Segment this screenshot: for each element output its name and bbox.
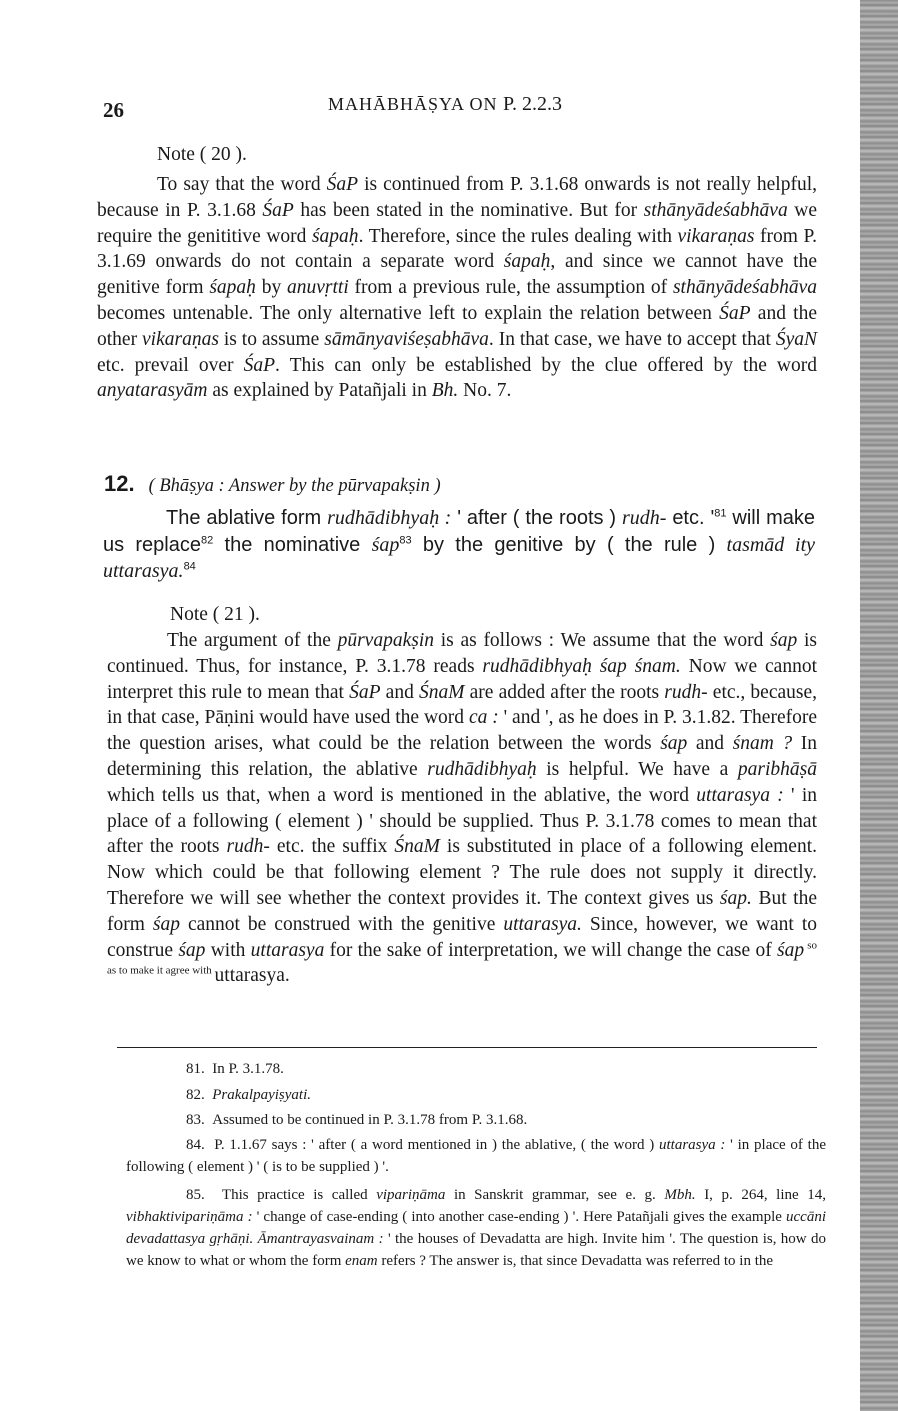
page-number: 26 xyxy=(103,98,124,122)
term: uccāni devadattasya gṛhāṇi. Āmantrayasvainam : xyxy=(126,1209,826,1247)
footnote-81 xyxy=(186,1058,826,1080)
footnote-ref[interactable]: 82 xyxy=(201,533,214,546)
text: . In that case, we have to accept that xyxy=(488,328,776,350)
term: rudhādibhyaḥ śap śnam. xyxy=(482,655,681,677)
footnote-ref[interactable]: 83 xyxy=(399,533,412,546)
term: ŚaP xyxy=(349,681,381,703)
term: ŚaP xyxy=(326,174,359,195)
footnote-ref[interactable]: 84 xyxy=(183,560,196,573)
text: refers ? The answer is, that since Devadatta was referred to in the xyxy=(377,1253,774,1269)
section-12-translation xyxy=(103,505,815,585)
footnote-83 xyxy=(186,1109,826,1131)
term: uttarasya : xyxy=(696,784,784,806)
scanned-page-edge xyxy=(860,0,898,1411)
footnote-ref[interactable]: so as to make it agree with xyxy=(107,939,818,977)
section-number: 12. xyxy=(104,471,135,496)
note-21-paragraph xyxy=(107,628,817,989)
term: śap xyxy=(371,533,400,556)
term: ŚaP xyxy=(719,302,751,324)
running-title: MAHĀBHĀṢYA ON xyxy=(328,94,498,114)
term: śapaḥ xyxy=(503,251,551,273)
text: for the sake of interpretation, we will change the case of xyxy=(324,939,777,961)
note-21-body xyxy=(107,628,817,989)
term: uttarasya : xyxy=(659,1137,726,1153)
term: ŚnaM xyxy=(394,836,440,858)
term: śap xyxy=(776,939,805,961)
text: No. 7. xyxy=(458,380,512,402)
term: paribhāṣā xyxy=(737,758,817,780)
note-20-body xyxy=(97,172,817,404)
text: is helpful. We have a xyxy=(536,758,738,780)
text: This practice is called xyxy=(221,1187,377,1203)
text: ' and ', as he does in P. 3.1.82. Therefore the question arises, what could be the relation between the words xyxy=(107,707,817,755)
text: has been stated in the nominative. But for xyxy=(293,199,644,221)
text: are added after the roots xyxy=(464,681,665,703)
section-12-heading xyxy=(104,471,814,497)
term: vipariṇāma xyxy=(376,1187,446,1203)
text: To say that the word xyxy=(157,174,327,195)
term: śapaḥ xyxy=(311,225,359,247)
text: as explained by Patañjali in xyxy=(207,380,432,402)
footnote-number: 84. xyxy=(186,1137,205,1153)
translation-paragraph xyxy=(103,505,815,585)
footnote-number: 81. xyxy=(186,1061,205,1077)
text: Since, however, we want to construe xyxy=(107,913,817,961)
footnote-85 xyxy=(126,1184,826,1272)
term: ŚnaM xyxy=(418,681,465,703)
term: sthānyādeśabhāva xyxy=(643,199,788,221)
term: Bh. xyxy=(431,380,459,402)
note-21-label: Note ( 21 ). xyxy=(170,604,260,625)
term: rudh- xyxy=(664,681,708,703)
text: uttarasya. xyxy=(214,965,290,987)
term: enam xyxy=(345,1253,378,1269)
footnote-text: Prakalpayiṣyati. xyxy=(212,1087,311,1103)
term: anyatarasyām xyxy=(97,380,208,402)
text: etc. ' xyxy=(666,507,715,529)
term: śnam ? xyxy=(732,733,793,755)
text: ' the houses of Devadatta are high. Invite him '. The question is, how do we know to what or whom the form xyxy=(126,1231,826,1269)
rule-reference: P. 2.2.3 xyxy=(503,93,562,115)
term: śap xyxy=(770,630,798,651)
term: vikaraṇas xyxy=(142,328,219,350)
text: ' after ( the roots ) xyxy=(451,507,622,529)
text: The argument of the xyxy=(167,630,338,651)
text: etc., because, in that case, Pāṇini would have used the word xyxy=(107,681,818,729)
term: uttarasya xyxy=(250,939,325,961)
footnote-divider xyxy=(117,1047,817,1048)
footnote-text: Assumed to be continued in P. 3.1.78 from P. 3.1.68. xyxy=(212,1112,528,1128)
text: etc. prevail over xyxy=(97,354,244,376)
footnote-number: 82. xyxy=(186,1087,205,1103)
term: ŚaP xyxy=(243,354,276,376)
term: rudhādibhyaḥ xyxy=(427,758,537,780)
text: and xyxy=(687,733,733,755)
footnote-number: 85. xyxy=(186,1187,205,1203)
footnote-84-text xyxy=(126,1134,826,1178)
text: which tells us that, when a word is mentioned in the ablative, the word xyxy=(107,784,697,806)
term: ca : xyxy=(468,707,499,729)
footnote-82 xyxy=(186,1084,826,1106)
term: śap. xyxy=(719,887,752,909)
text: is to assume xyxy=(218,328,325,350)
text: . This can only be established by the clue offered by the word xyxy=(275,354,818,376)
text: The ablative form xyxy=(166,507,328,529)
text: from a previous rule, the assumption of xyxy=(348,277,673,299)
text: with xyxy=(205,939,251,961)
term: vikaraṇas xyxy=(677,225,755,247)
footnote-number: 83. xyxy=(186,1112,205,1128)
note-20-label: Note ( 20 ). xyxy=(157,144,247,165)
text: the nominative xyxy=(213,533,372,556)
footnote-84 xyxy=(126,1134,826,1178)
text: from P. 3.1.69 onwards do not contain a separate word xyxy=(97,225,817,273)
text: is substituted in place of a following element. Now which could be that following element ? The rule does not supply it directly. Therefore we will see whether the context provides it. The context gives us xyxy=(107,836,817,909)
term: ŚyaN xyxy=(775,328,818,350)
text: Now we cannot interpret this rule to mean that xyxy=(107,655,818,703)
text: I, p. 264, line 14, xyxy=(695,1187,826,1203)
note-20-paragraph xyxy=(97,172,817,404)
term: sāmānyaviśeṣabhāva xyxy=(324,328,489,350)
term: uttarasya. xyxy=(503,913,582,935)
term: rudh- xyxy=(621,507,667,529)
section-title: ( Bhāṣya : Answer by the pūrvapakṣin ) xyxy=(148,476,441,496)
text: In determining this relation, the ablative xyxy=(107,733,818,780)
text: and xyxy=(380,681,419,703)
text: in Sanskrit grammar, see e. g. xyxy=(445,1187,665,1203)
text: cannot be construed with the genitive xyxy=(179,913,504,935)
running-head xyxy=(328,93,562,116)
footnote-85-text xyxy=(126,1184,826,1272)
text: is continued. Thus, for instance, P. 3.1.78 reads xyxy=(107,630,818,677)
text: will make us replace xyxy=(103,507,815,556)
text: etc. the suffix xyxy=(269,836,395,858)
text: . Therefore, since the rules dealing with xyxy=(358,225,678,247)
term: rudhādibhyaḥ : xyxy=(327,507,452,529)
term: ŚaP xyxy=(262,199,294,221)
term: rudh- xyxy=(226,836,270,858)
text: becomes untenable. The only alternative left to explain the relation between xyxy=(97,302,720,324)
term: sthānyādeśabhāva xyxy=(672,277,817,299)
term: vibhaktivipariṇāma : xyxy=(126,1209,253,1225)
footnote-ref[interactable]: 81 xyxy=(714,507,727,520)
text: ' in place of the following ( element ) ' ( is to be supplied ) '. xyxy=(126,1137,826,1175)
term: śap xyxy=(178,939,206,961)
text: and the other xyxy=(97,302,817,350)
text: But the form xyxy=(107,887,817,935)
text: ' change of case-ending ( into another case-ending ) '. Here Patañjali gives the example xyxy=(252,1209,786,1225)
text: we require the genititive word xyxy=(97,199,818,247)
text: by xyxy=(255,277,287,299)
text: is as follows : We assume that the word xyxy=(434,630,771,651)
text: by the genitive by ( the rule ) xyxy=(411,533,727,556)
footnote-text: In P. 3.1.78. xyxy=(212,1061,284,1077)
term: anuvṛtti xyxy=(287,277,349,299)
term: pūrvapakṣin xyxy=(337,630,434,651)
term: Mbh. xyxy=(664,1187,696,1203)
text: is continued from P. 3.1.68 onwards is not really helpful, because in P. 3.1.68 xyxy=(97,174,818,221)
text: P. 1.1.67 says : ' after ( a word mentioned in ) the ablative, ( the word ) xyxy=(214,1137,659,1153)
text: ' in place of a following ( element ) ' should be supplied. Thus P. 3.1.78 comes to mean that after the roots xyxy=(107,784,817,858)
term: tasmād ity uttarasya. xyxy=(103,533,816,582)
term: śapaḥ xyxy=(209,277,256,299)
term: śap xyxy=(660,733,688,755)
text: , and since we cannot have the genitive form xyxy=(97,251,818,299)
term: śap xyxy=(152,913,180,935)
